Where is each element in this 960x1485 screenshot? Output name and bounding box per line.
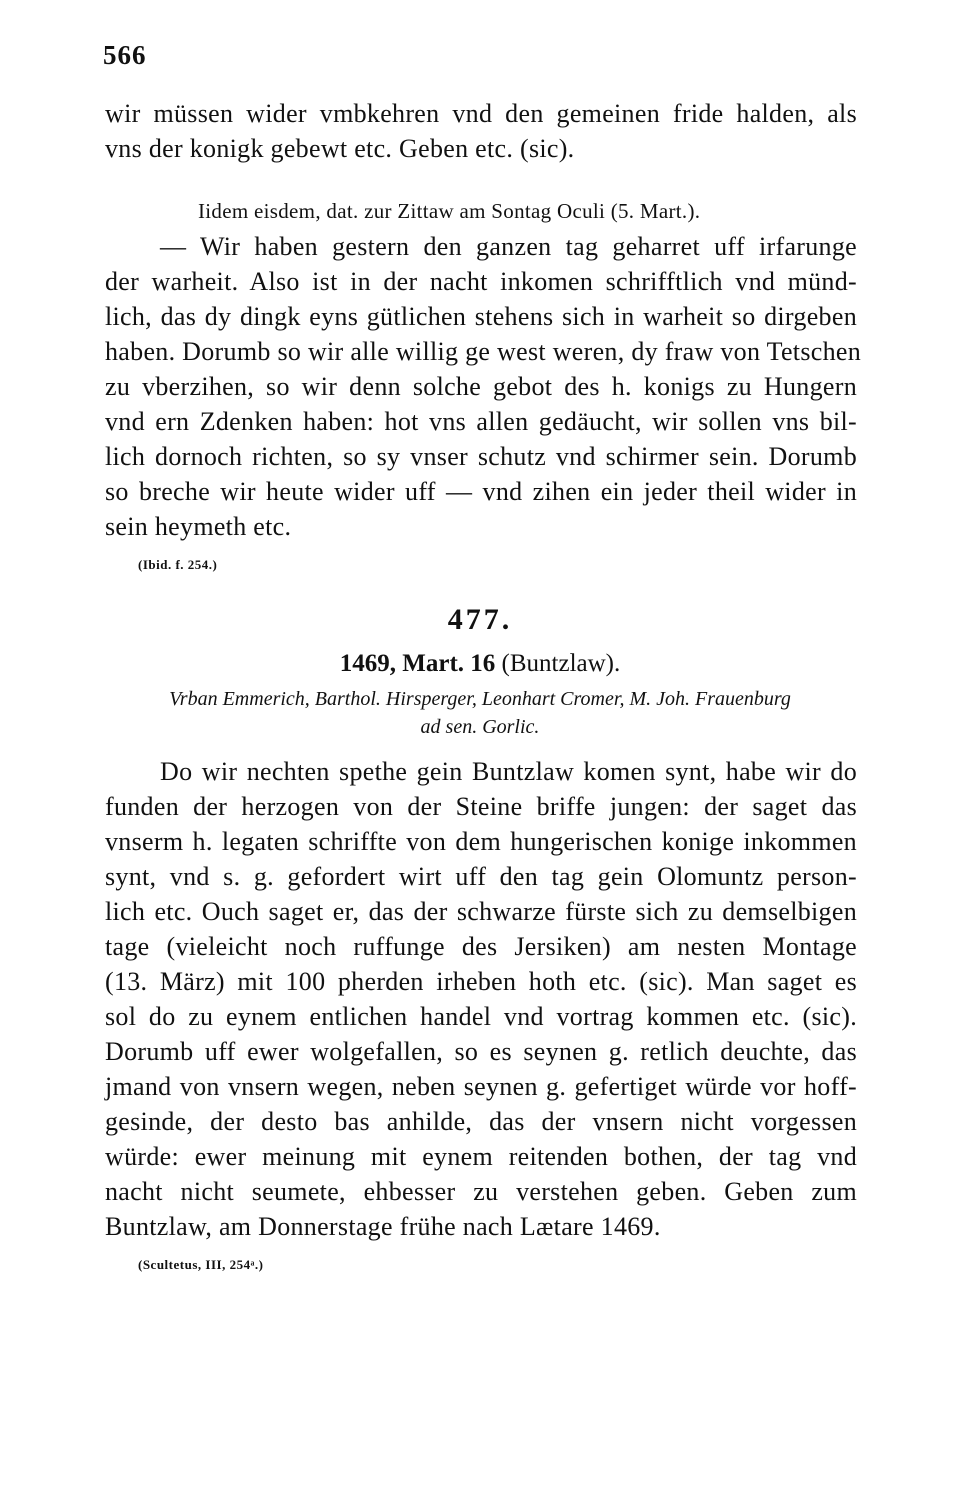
continuation-line: vns der konigk gebewt etc. Geben etc. (sic). — [105, 134, 575, 163]
continuation-line: wir müssen wider vmbkehren vnd den gemeinen fride halden, als — [105, 99, 857, 128]
document-line: lich etc. Ouch saget er, das der schwarze fürste sich zu demselbigen — [105, 897, 857, 926]
document-line: synt, vnd s. g. gefordert wirt uff den tag gein Olomuntz person- — [105, 862, 857, 891]
letter-line: — Wir haben gestern den ganzen tag geharret uff irfarunge — [160, 232, 857, 261]
document-line: Do wir nechten spethe gein Buntzlaw komen synt, habe wir do — [160, 757, 857, 786]
letter-line: lich, das dy dingk eyns gütlichen stehens sich in warheit so dirgeben — [105, 302, 857, 331]
document-line: sol do zu eynem entlichen handel vnd vortrag kommen etc. (sic). — [105, 1002, 857, 1031]
document-line: Dorumb uff ewer wolgefallen, so es seynen g. retlich deuchte, das — [105, 1037, 857, 1066]
document-number: 477. — [447, 603, 513, 636]
letter-line: lich dornoch richten, so sy vnser schutz vnd schirmer sein. Dorumb — [105, 442, 857, 471]
document-line: funden der herzogen von der Steine briffe jungen: der saget das — [105, 792, 857, 821]
document-date-place: (Buntzlaw). — [501, 650, 621, 677]
page-number: 566 — [103, 40, 147, 70]
letter-line: haben. Dorumb so wir alle willig ge west weren, dy fraw von Tetschen — [105, 337, 862, 366]
letter-heading: Iidem eisdem, dat. zur Zittaw am Sontag Oculi (5. Mart.). — [198, 199, 701, 223]
document-line: nacht nicht seumete, ehbesser zu verstehen geben. Geben zum — [105, 1177, 857, 1206]
letter-line: sein heymeth etc. — [105, 512, 292, 541]
letter-line: zu vberzihen, so wir denn solche gebot des h. konigs zu Hungern — [105, 372, 857, 401]
document-line: vnserm h. legaten schriffte von dem hungerischen konige inkommen — [105, 827, 857, 856]
document-date — [0, 650, 960, 678]
document-date-year: 1469, Mart. 16 — [339, 650, 496, 677]
document-recipient: ad sen. Gorlic. — [420, 716, 540, 738]
letter-line: so breche wir heute wider uff — vnd zihen ein jeder theil wider in — [105, 477, 857, 506]
document-citation: (Scultetus, III, 254ᵃ.) — [138, 1257, 264, 1272]
document-line: jmand von vnsern wegen, neben seynen g. gefertiget würde vor hoff- — [105, 1072, 857, 1101]
letter-citation: (Ibid. f. 254.) — [138, 557, 218, 572]
document-senders: Vrban Emmerich, Barthol. Hirsperger, Leonhart Cromer, M. Joh. Frauenburg — [169, 688, 791, 710]
letter-line: der warheit. Also ist in der nacht inkomen schrifftlich vnd münd- — [105, 267, 857, 296]
document-line: würde: ewer meinung mit eynem reitenden bothen, der tag vnd — [105, 1142, 857, 1171]
document-line: Buntzlaw, am Donnerstage frühe nach Lætare 1469. — [105, 1212, 661, 1241]
letter-line: vnd ern Zdenken haben: hot vns allen gedäucht, wir sollen vns bil- — [105, 407, 857, 436]
document-line: gesinde, der desto bas anhilde, das der vnsern nicht vorgessen — [105, 1107, 857, 1136]
document-line: (13. März) mit 100 pherden irheben hoth etc. (sic). Man saget es — [105, 967, 857, 996]
document-line: tage (vieleicht noch ruffunge des Jersiken) am nesten Montage — [105, 932, 857, 961]
